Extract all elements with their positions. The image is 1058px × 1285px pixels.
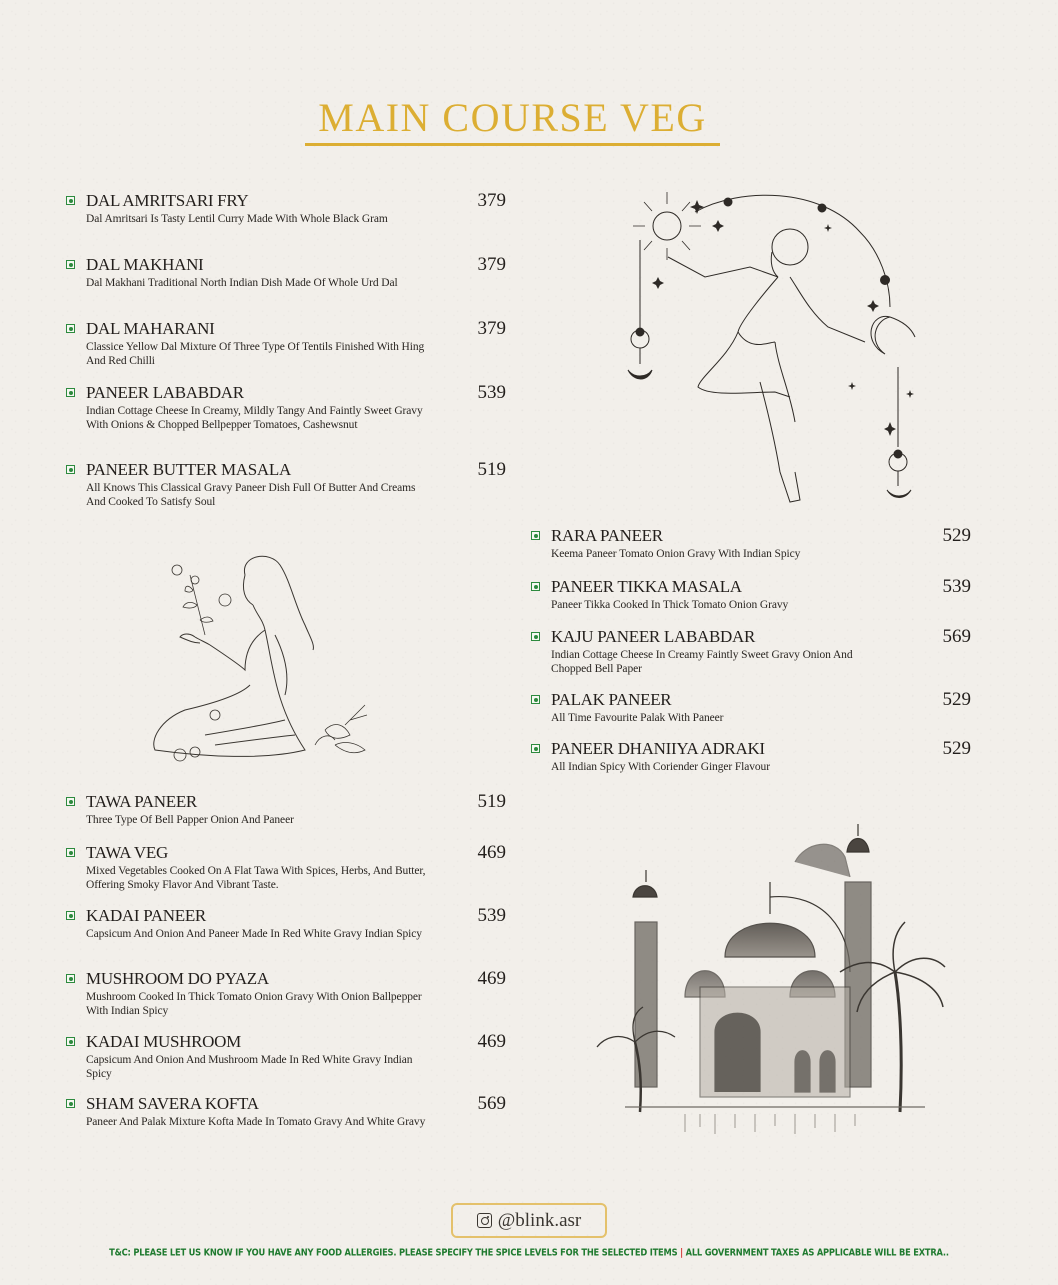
menu-item	[66, 319, 506, 368]
item-price: 539	[477, 905, 506, 926]
item-description: Dal Makhani Traditional North Indian Dish Made Of Whole Urd Dal	[86, 277, 398, 289]
item-name: TAWA VEG	[86, 843, 168, 862]
item-price: 529	[942, 738, 971, 759]
item-price: 379	[477, 254, 506, 275]
item-name: RARA PANEER	[551, 526, 663, 545]
item-description: Three Type Of Bell Papper Onion And Paneer	[86, 814, 294, 826]
item-description: Paneer Tikka Cooked In Thick Tomato Onion Gravy	[551, 599, 789, 611]
item-name: TAWA PANEER	[86, 792, 197, 811]
veg-indicator-icon	[66, 911, 75, 920]
instagram-handle-badge[interactable]	[451, 1203, 607, 1238]
item-price: 539	[477, 382, 506, 403]
menu-item	[531, 690, 971, 726]
veg-indicator-icon	[66, 974, 75, 983]
veg-indicator-icon	[531, 582, 540, 591]
item-name: DAL AMRITSARI FRY	[86, 191, 249, 210]
menu-item	[531, 627, 971, 676]
menu-item	[66, 843, 506, 892]
item-price: 569	[942, 626, 971, 647]
item-price: 519	[477, 459, 506, 480]
item-price: 469	[477, 968, 506, 989]
veg-indicator-icon	[531, 632, 540, 641]
item-description: Indian Cottage Cheese In Creamy, Mildly Tangy And Faintly Sweet Gravy With Onions & Chopped Bellpepper Tomatoes, Cashewsnut	[86, 405, 423, 431]
item-name: KAJU PANEER LABABDAR	[551, 627, 756, 646]
item-name: KADAI MUSHROOM	[86, 1032, 241, 1051]
veg-indicator-icon	[531, 695, 540, 704]
tnc-separator: |	[680, 1246, 683, 1258]
item-price: 569	[477, 1093, 506, 1114]
item-price: 379	[477, 318, 506, 339]
veg-indicator-icon	[66, 1099, 75, 1108]
tnc-text-part1: T&C: PLEASE LET US KNOW IF YOU HAVE ANY FOOD ALLERGIES. PLEASE SPECIFY THE SPICE LEVELS FOR THE SELECTED ITEMS	[109, 1246, 678, 1258]
menu-item	[66, 1032, 506, 1081]
item-price: 539	[942, 576, 971, 597]
item-price: 519	[477, 791, 506, 812]
item-name: PANEER DHANIIYA ADRAKI	[551, 739, 765, 758]
instagram-icon	[477, 1213, 492, 1228]
kneeling-woman-flowers-illustration	[145, 545, 385, 775]
menu-item	[66, 191, 506, 227]
mosque-palm-trees-illustration	[595, 822, 955, 1137]
menu-item	[66, 383, 506, 432]
item-description: Mushroom Cooked In Thick Tomato Onion Gravy With Onion Ballpepper With Indian Spicy	[86, 991, 422, 1017]
item-description: Paneer And Palak Mixture Kofta Made In Tomato Gravy And White Gravy	[86, 1116, 426, 1128]
item-description: Dal Amritsari Is Tasty Lentil Curry Made With Whole Black Gram	[86, 213, 388, 225]
item-description: All Time Favourite Palak With Paneer	[551, 712, 724, 724]
tnc-text-part2: ALL GOVERNMENT TAXES AS APPLICABLE WILL BE EXTRA..	[685, 1246, 949, 1258]
item-name: DAL MAHARANI	[86, 319, 215, 338]
item-name: KADAI PANEER	[86, 906, 206, 925]
menu-item	[66, 969, 506, 1018]
veg-indicator-icon	[66, 196, 75, 205]
item-name: PANEER BUTTER MASALA	[86, 460, 291, 479]
veg-indicator-icon	[66, 848, 75, 857]
item-price: 529	[942, 525, 971, 546]
menu-item	[66, 460, 506, 509]
veg-indicator-icon	[531, 531, 540, 540]
veg-indicator-icon	[66, 260, 75, 269]
menu-item	[531, 739, 971, 775]
menu-item	[66, 1094, 506, 1130]
item-description: Indian Cottage Cheese In Creamy Faintly Sweet Gravy Onion And Chopped Bell Paper	[551, 649, 853, 675]
item-name: SHAM SAVERA KOFTA	[86, 1094, 259, 1113]
veg-indicator-icon	[66, 465, 75, 474]
item-name: MUSHROOM DO PYAZA	[86, 969, 269, 988]
menu-item	[66, 792, 506, 828]
item-name: PALAK PANEER	[551, 690, 672, 709]
item-description: Capsicum And Onion And Paneer Made In Red White Gravy Indian Spicy	[86, 928, 422, 940]
menu-item	[531, 526, 971, 562]
item-description: All Indian Spicy With Coriender Ginger Flavour	[551, 761, 770, 773]
veg-indicator-icon	[66, 797, 75, 806]
item-price: 469	[477, 1031, 506, 1052]
item-name: PANEER LABABDAR	[86, 383, 244, 402]
veg-indicator-icon	[66, 1037, 75, 1046]
veg-indicator-icon	[66, 388, 75, 397]
page-title: MAIN COURSE VEG	[318, 95, 707, 140]
terms-and-conditions	[0, 1246, 1058, 1258]
item-description: Mixed Vegetables Cooked On A Flat Tawa With Spices, Herbs, And Butter, Offering Smoky Flavor And Vibrant Taste.	[86, 865, 426, 891]
item-description: Keema Paneer Tomato Onion Gravy With Indian Spicy	[551, 548, 801, 560]
celestial-dancer-illustration	[600, 182, 930, 507]
menu-item	[66, 906, 506, 942]
instagram-handle: @blink.asr	[497, 1209, 582, 1231]
veg-indicator-icon	[66, 324, 75, 333]
menu-item	[531, 577, 971, 613]
item-description: Classice Yellow Dal Mixture Of Three Type Of Tentils Finished With Hing And Red Chilli	[86, 341, 425, 367]
item-description: All Knows This Classical Gravy Paneer Dish Full Of Butter And Creams And Cooked To Satisfy Soul	[86, 482, 416, 508]
menu-item	[66, 255, 506, 291]
item-name: DAL MAKHANI	[86, 255, 204, 274]
item-price: 529	[942, 689, 971, 710]
item-description: Capsicum And Onion And Mushroom Made In Red White Gravy Indian Spicy	[86, 1054, 413, 1080]
item-name: PANEER TIKKA MASALA	[551, 577, 742, 596]
title-underline	[305, 143, 720, 146]
item-price: 379	[477, 190, 506, 211]
veg-indicator-icon	[531, 744, 540, 753]
item-price: 469	[477, 842, 506, 863]
